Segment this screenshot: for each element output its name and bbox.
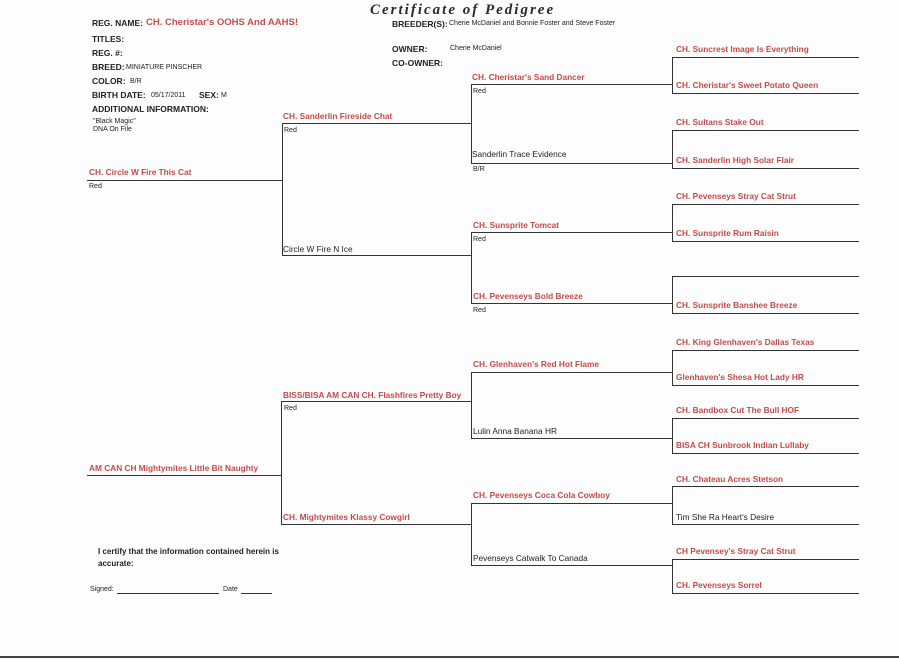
g4-line <box>672 130 859 131</box>
breeder-value: Cherie McDaniel and Bonnie Foster and Steve Foster <box>449 20 616 27</box>
g3-name: Pevenseys Catwalk To Canada <box>473 553 588 563</box>
g3-line <box>471 84 672 85</box>
g4-bracket-3 <box>672 204 673 241</box>
g4-name: CH. Chateau Acres Stetson <box>676 474 784 484</box>
g3-name: CH. Sunsprite Tomcat <box>473 220 560 230</box>
g4-line <box>672 93 859 94</box>
g4-name: Glenhaven's Shesa Hot Lady HR <box>676 372 804 382</box>
reg-number-label: REG. #: <box>92 48 123 58</box>
reg-name-label: REG. NAME: <box>92 18 143 28</box>
certificate-title: Certificate of Pedigree <box>370 2 556 18</box>
g4-line <box>672 313 859 314</box>
additional-info-line2: DNA On File <box>93 126 132 133</box>
g3-line <box>471 438 672 439</box>
dam-bracket <box>281 401 282 524</box>
g4-line <box>672 559 859 560</box>
g4-line <box>672 204 859 205</box>
g3-bracket-4 <box>471 503 472 565</box>
birth-date-value: 05/17/2011 <box>151 92 186 99</box>
sire-line <box>87 180 283 181</box>
g4-line <box>672 418 859 419</box>
g3-bracket-2 <box>471 232 472 303</box>
g4-bracket-6 <box>672 418 673 453</box>
g4-name: CH. King Glenhaven's Dallas Texas <box>676 337 815 347</box>
g4-bracket-8 <box>672 559 673 593</box>
g4-line <box>672 385 859 386</box>
dam-dam-line <box>281 524 472 525</box>
g3-name: CH. Cheristar's Sand Dancer <box>472 72 585 82</box>
additional-info-line1: "Black Magic" <box>93 118 136 125</box>
g3-color: B/R <box>473 166 485 173</box>
breed-label: BREED: <box>92 62 125 72</box>
g4-name: Tim She Ra Heart's Desire <box>676 512 775 522</box>
g4-name: CH. Cheristar's Sweet Potato Queen <box>676 80 819 90</box>
g4-line <box>672 350 859 351</box>
additional-info-label: ADDITIONAL INFORMATION: <box>92 104 209 114</box>
date-label: Date <box>223 586 238 593</box>
g3-color: Red <box>473 307 486 314</box>
g3-line <box>471 503 672 504</box>
g3-name: Lulin Anna Banana HR <box>473 426 557 436</box>
g3-line <box>471 163 672 164</box>
g3-color: Red <box>473 236 486 243</box>
g4-bracket-5 <box>672 350 673 385</box>
g4-bracket-4 <box>672 276 673 313</box>
g3-line <box>471 303 672 304</box>
g4-bracket-2 <box>672 130 673 168</box>
g3-name: CH. Pevenseys Bold Breeze <box>473 291 583 301</box>
dam-sire-color: Red <box>284 405 297 412</box>
sire-dam-name: Circle W Fire N Ice <box>283 244 353 254</box>
owner-label: OWNER: <box>392 44 428 54</box>
g4-bracket-1 <box>672 57 673 93</box>
sire-sire-color: Red <box>284 127 297 134</box>
g4-name: CH. Sunsprite Rum Raisin <box>676 228 779 238</box>
g4-name: CH. Suncrest Image Is Everything <box>676 44 809 54</box>
g4-line <box>672 168 859 169</box>
sire-sire-line <box>282 123 472 124</box>
g4-line <box>672 524 859 525</box>
g3-line <box>471 232 672 233</box>
g4-name: CH. Bandbox Cut The Bull HOF <box>676 405 800 415</box>
signature-line[interactable] <box>117 593 219 594</box>
g4-line <box>672 453 859 454</box>
dam-line <box>87 475 282 476</box>
g3-color: Red <box>473 88 486 95</box>
sire-sire-name: CH. Sanderlin Fireside Chat <box>283 111 393 121</box>
signed-label: Signed: <box>90 586 114 593</box>
g3-line <box>471 372 672 373</box>
g4-name: CH. Sultans Stake Out <box>676 117 764 127</box>
g4-name: CH. Sunsprite Banshee Breeze <box>676 300 798 310</box>
g3-name: CH. Glenhaven's Red Hot Flame <box>473 359 599 369</box>
owner-value: Cherie McDaniel <box>450 45 502 52</box>
color-label: COLOR: <box>92 76 126 86</box>
sire-dam-line <box>282 255 472 256</box>
sire-name: CH. Circle W Fire This Cat <box>89 167 192 177</box>
date-line[interactable] <box>241 593 272 594</box>
reg-name-value: CH. Cheristar's OOHS And AAHS! <box>146 17 298 28</box>
g4-name: CH. Sanderlin High Solar Flair <box>676 155 795 165</box>
breeder-label: BREEDER(S): <box>392 19 448 29</box>
sex-label: SEX: <box>199 90 219 100</box>
dam-sire-name: BISS/BISA AM CAN CH. Flashfires Pretty Boy <box>283 390 462 400</box>
sex-value: M <box>221 92 227 99</box>
g4-line <box>672 57 859 58</box>
g4-line <box>672 486 859 487</box>
g3-name: Sanderlin Trace Evidence <box>472 149 567 159</box>
bottom-edge <box>0 656 899 658</box>
certification-statement: I certify that the information contained herein is accurate: <box>98 547 279 569</box>
sire-color: Red <box>89 183 102 190</box>
g4-line <box>672 276 859 277</box>
g3-name: CH. Pevenseys Coca Cola Cowboy <box>473 490 610 500</box>
g4-name: CH. Pevenseys Stray Cat Strut <box>676 191 796 201</box>
titles-label: TITLES: <box>92 34 125 44</box>
breed-value: MINIATURE PINSCHER <box>126 64 203 71</box>
g4-name: BISA CH Sunbrook Indian Lullaby <box>676 440 809 450</box>
color-value: B/R <box>130 78 142 85</box>
g4-name: CH Pevensey's Stray Cat Strut <box>676 546 796 556</box>
dam-sire-line <box>281 401 472 402</box>
birth-date-label: BIRTH DATE: <box>92 90 146 100</box>
sire-bracket <box>282 123 283 255</box>
g4-bracket-7 <box>672 486 673 524</box>
g3-line <box>471 565 672 566</box>
g4-line <box>672 593 859 594</box>
g4-name: CH. Pevenseys Sorrel <box>676 580 762 590</box>
dam-name: AM CAN CH Mightymites Little Bit Naughty <box>89 463 259 473</box>
co-owner-label: CO-OWNER: <box>392 58 443 68</box>
dam-dam-name: CH. Mightymites Klassy Cowgirl <box>283 512 410 522</box>
g4-line <box>672 241 859 242</box>
g3-bracket-3 <box>471 372 472 438</box>
